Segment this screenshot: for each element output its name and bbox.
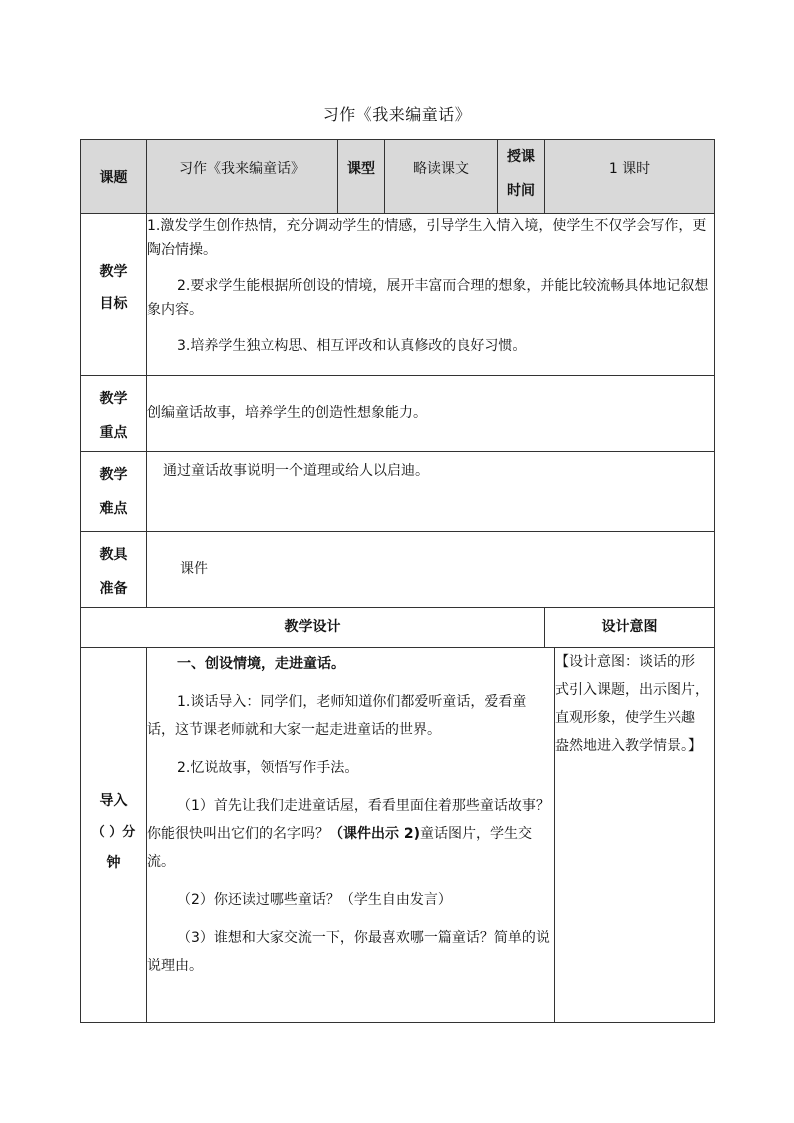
lead-in-p1: 1.谈话导入：同学们，老师知道你们都爱听童话，爱看童话，这节课老师就和大家一起走进童话的世界。: [147, 694, 527, 738]
lead-in-label-line2: （ ）分: [91, 825, 136, 840]
objectives-label-line1: 教学: [99, 264, 128, 280]
lesson-plan-table: [80, 139, 715, 1023]
key-points-content: 创编童话故事，培养学生的创造性想象能力。: [147, 376, 715, 452]
lead-in-intent: [555, 648, 715, 1023]
lead-in-p3-text: （1）首先让我们走进童话屋，看看里面住着那些童话故事？你能很快叫出它们的名字吗？: [147, 798, 550, 842]
key-points-label: [81, 376, 147, 452]
lead-in-p4: （2）你还读过哪些童话？（学生自由发言）: [177, 892, 452, 908]
intent-line-4: 盎然地进入教学情景。】: [555, 738, 702, 754]
objectives-label-line2: 目标: [99, 296, 128, 312]
intent-header: 设计意图: [545, 608, 715, 648]
document-title: 习作《我来编童话》: [322, 105, 472, 124]
lead-in-label-line3: 钟: [106, 855, 121, 871]
key-points-row: [81, 376, 715, 452]
lead-in-label: [81, 648, 147, 1023]
objective-item-3: 3.培养学生独立构思、相互评改和认真修改的良好习惯。: [177, 338, 527, 354]
topic-label: 课题: [81, 140, 147, 214]
lead-in-p3-courseware: （课件出示 2): [329, 826, 421, 842]
objectives-row: [81, 214, 715, 376]
lead-in-p3-tail: 童话图片，学生交流。: [147, 826, 533, 870]
intent-line-1: 【设计意图：谈话的形: [555, 654, 695, 670]
materials-row: [81, 532, 715, 608]
topic-value: 习作《我来编童话》: [147, 140, 338, 214]
lead-in-row: [81, 648, 715, 1023]
materials-label: [81, 532, 147, 608]
key-points-label-line1: 教学: [99, 391, 128, 407]
hours-value: 1 课时: [545, 140, 715, 214]
header-row: [81, 140, 715, 214]
design-header: 教学设计: [81, 608, 545, 648]
lead-in-p2: 2.忆说故事，领悟写作手法。: [177, 760, 359, 776]
difficulties-label-line2: 难点: [99, 501, 128, 517]
objectives-content: [147, 214, 715, 376]
objectives-label: [81, 214, 147, 376]
type-value: 略读课文: [385, 140, 498, 214]
objective-item-2: 2.要求学生能根据所创设的情境，展开丰富而合理的想象，并能比较流畅具体地记叙想象内容。: [147, 278, 709, 318]
lead-in-content: [147, 648, 555, 1023]
lead-in-p5: （3）谁想和大家交流一下，你最喜欢哪一篇童话？简单的说说理由。: [147, 930, 550, 974]
lead-in-p3: [147, 792, 554, 876]
hours-label-line1: 授课: [507, 149, 535, 165]
difficulties-row: [81, 452, 715, 532]
key-points-label-line2: 重点: [99, 425, 128, 441]
objective-item-1: 1.激发学生创作热情，充分调动学生的情感，引导学生入情入境，使学生不仅学会写作，更陶冶情操。: [147, 218, 707, 258]
materials-label-line2: 准备: [99, 581, 128, 597]
lead-in-label-line1: 导入: [99, 793, 128, 809]
materials-label-line1: 教具: [99, 547, 128, 563]
design-header-row: [81, 608, 715, 648]
hours-label: [498, 140, 545, 214]
hours-label-line2: 时间: [507, 183, 535, 199]
difficulties-label-line1: 教学: [99, 467, 128, 483]
difficulties-content: 通过童话故事说明一个道理或给人以启迪。: [147, 452, 715, 532]
intent-line-2: 式引入课题，出示图片，: [555, 682, 709, 698]
difficulties-label: [81, 452, 147, 532]
type-label: 课型: [338, 140, 385, 214]
lead-in-heading: 一、创设情境，走进童话。: [177, 656, 345, 672]
intent-line-3: 直观形象，使学生兴趣: [555, 710, 695, 726]
materials-content: 课件: [147, 532, 715, 608]
